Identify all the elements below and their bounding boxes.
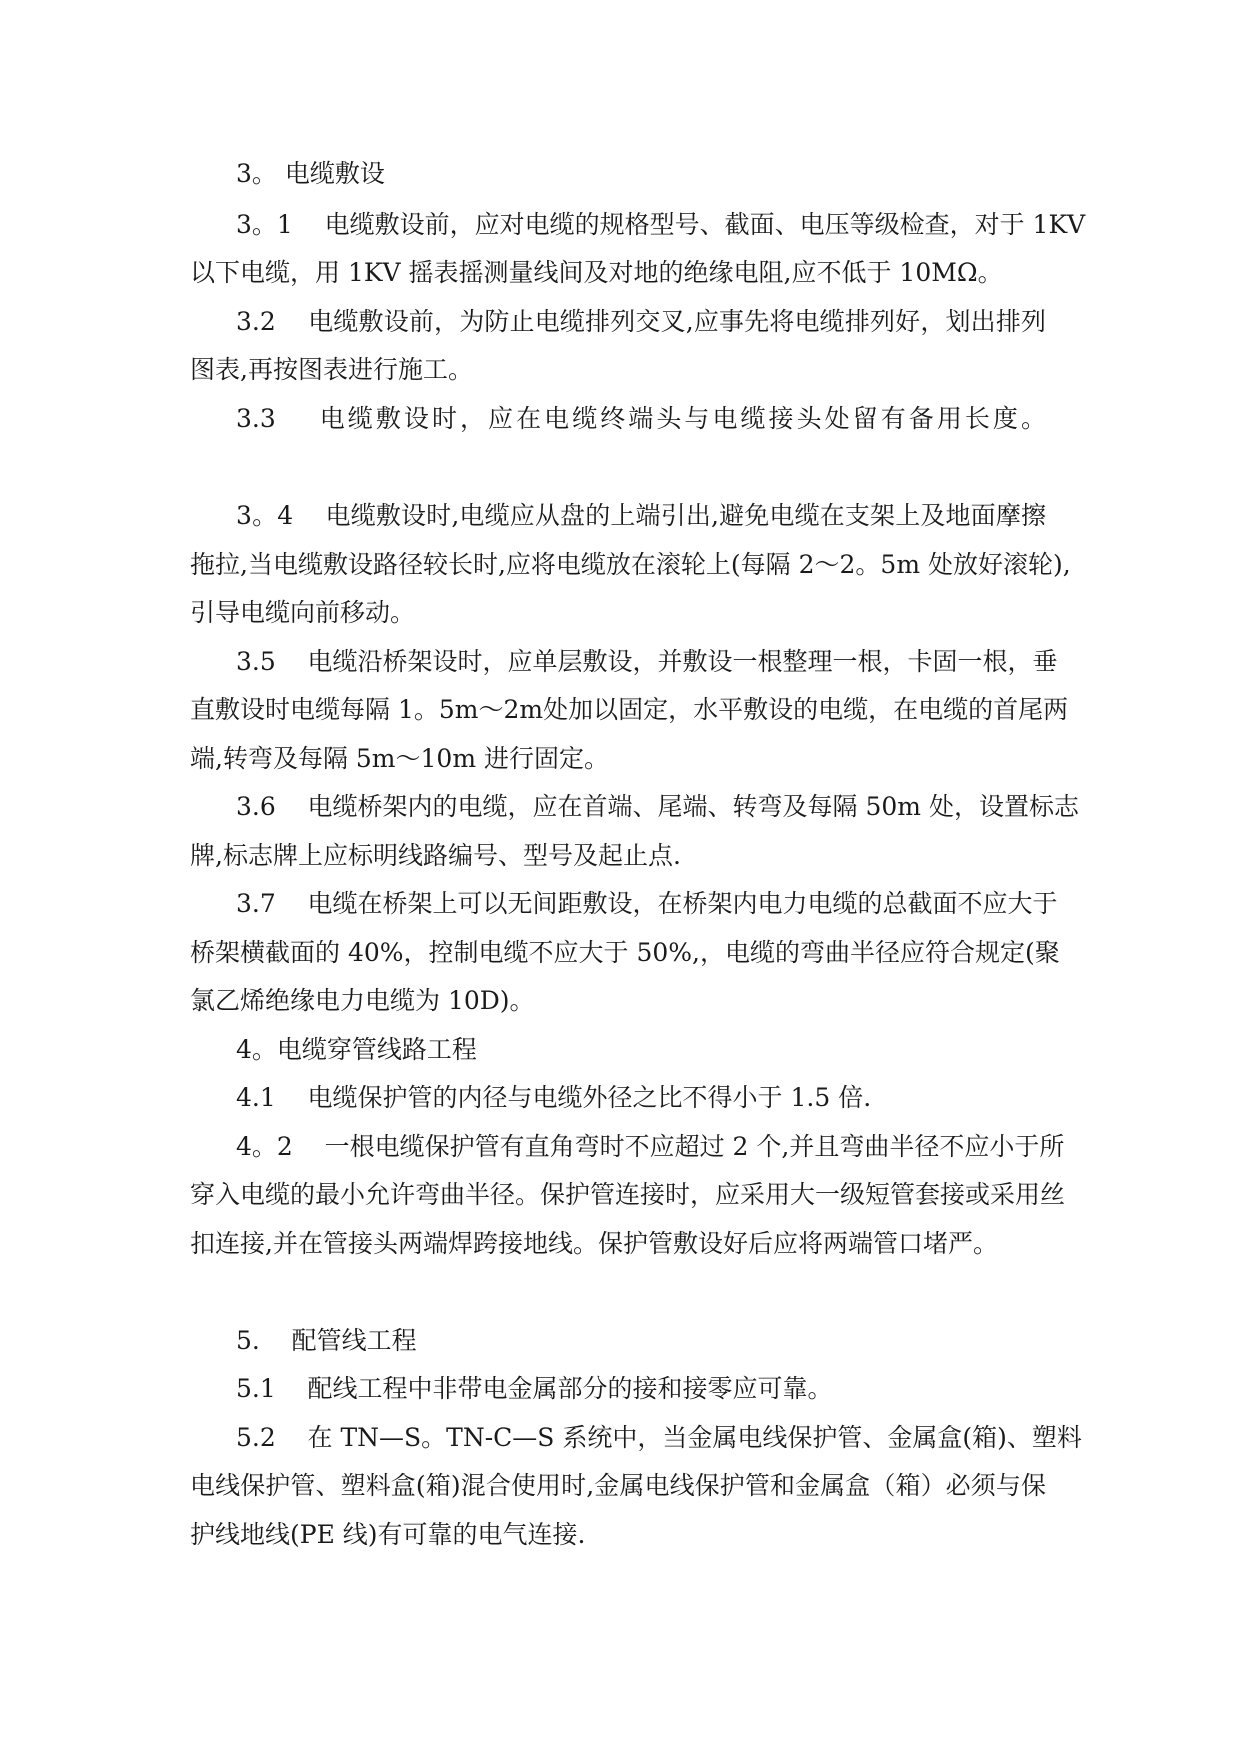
- paragraph-line: 4.1 电缆保护管的内径与电缆外径之比不得小于 1.5 倍.: [236, 1083, 872, 1112]
- section-heading-3: 3。 电缆敷设: [236, 159, 385, 188]
- paragraph-line: 图表,再按图表进行施工。: [190, 355, 473, 384]
- paragraph-line: 直敷设时电缆每隔 1。5m～2m处加以固定，水平敷设的电缆，在电缆的首尾两: [190, 695, 1069, 724]
- section-heading-5: 5. 配管线工程: [236, 1326, 417, 1355]
- paragraph-line: 3.2 电缆敷设前，为防止电缆排列交叉,应事先将电缆排列好，划出排列: [236, 307, 1046, 336]
- paragraph-line: 3。4 电缆敷设时,电缆应从盘的上端引出,避免电缆在支架上及地面摩擦: [236, 501, 1046, 530]
- paragraph-line: 3.6 电缆桥架内的电缆，应在首端、尾端、转弯及每隔 50m 处，设置标志: [236, 792, 1079, 821]
- paragraph-line: 4。2 一根电缆保护管有直角弯时不应超过 2 个,并且弯曲半径不应小于所: [236, 1132, 1065, 1161]
- section-heading-4: 4。电缆穿管线路工程: [236, 1035, 477, 1064]
- paragraph-line: 穿入电缆的最小允许弯曲半径。保护管连接时，应采用大一级短管套接或采用丝: [190, 1180, 1066, 1209]
- paragraph-line: 3。1 电缆敷设前，应对电缆的规格型号、截面、电压等级检查，对于 1KV: [236, 210, 1086, 239]
- paragraph-line: 电线保护管、塑料盒(箱)混合使用时,金属电线保护管和金属盒（箱）必须与保: [190, 1471, 1046, 1500]
- paragraph-line: 3.3 电缆敷设时，应在电缆终端头与电缆接头处留有备用长度。: [236, 404, 1046, 433]
- paragraph-line: 氯乙烯绝缘电力电缆为 10D)。: [190, 986, 535, 1015]
- paragraph-line: 端,转弯及每隔 5m～10m 进行固定。: [190, 744, 609, 773]
- paragraph-line: 3.7 电缆在桥架上可以无间距敷设，在桥架内电力电缆的总截面不应大于: [236, 889, 1058, 918]
- paragraph-line: 3.5 电缆沿桥架设时，应单层敷设，并敷设一根整理一根，卡固一根，垂: [236, 647, 1058, 676]
- paragraph-line: 5.2 在 TN—S。TN-C—S 系统中，当金属电线保护管、金属盒(箱)、塑料: [236, 1423, 1082, 1452]
- paragraph-line: 拖拉,当电缆敷设路径较长时,应将电缆放在滚轮上(每隔 2～2。5m 处放好滚轮),: [190, 550, 1071, 579]
- paragraph-line: 护线地线(PE 线)有可靠的电气连接.: [190, 1520, 586, 1549]
- paragraph-line: 扣连接,并在管接头两端焊跨接地线。保护管敷设好后应将两端管口堵严。: [190, 1229, 998, 1258]
- paragraph-line: 引导电缆向前移动。: [190, 598, 416, 627]
- paragraph-line: 以下电缆，用 1KV 摇表摇测量线间及对地的绝缘电阻,应不低于 10MΩ。: [190, 258, 1003, 287]
- paragraph-line: 5.1 配线工程中非带电金属部分的接和接零应可靠。: [236, 1374, 833, 1403]
- paragraph-line: 牌,标志牌上应标明线路编号、型号及起止点.: [190, 841, 681, 870]
- paragraph-line: 桥架横截面的 40%，控制电缆不应大于 50%,，电缆的弯曲半径应符合规定(聚: [190, 938, 1060, 967]
